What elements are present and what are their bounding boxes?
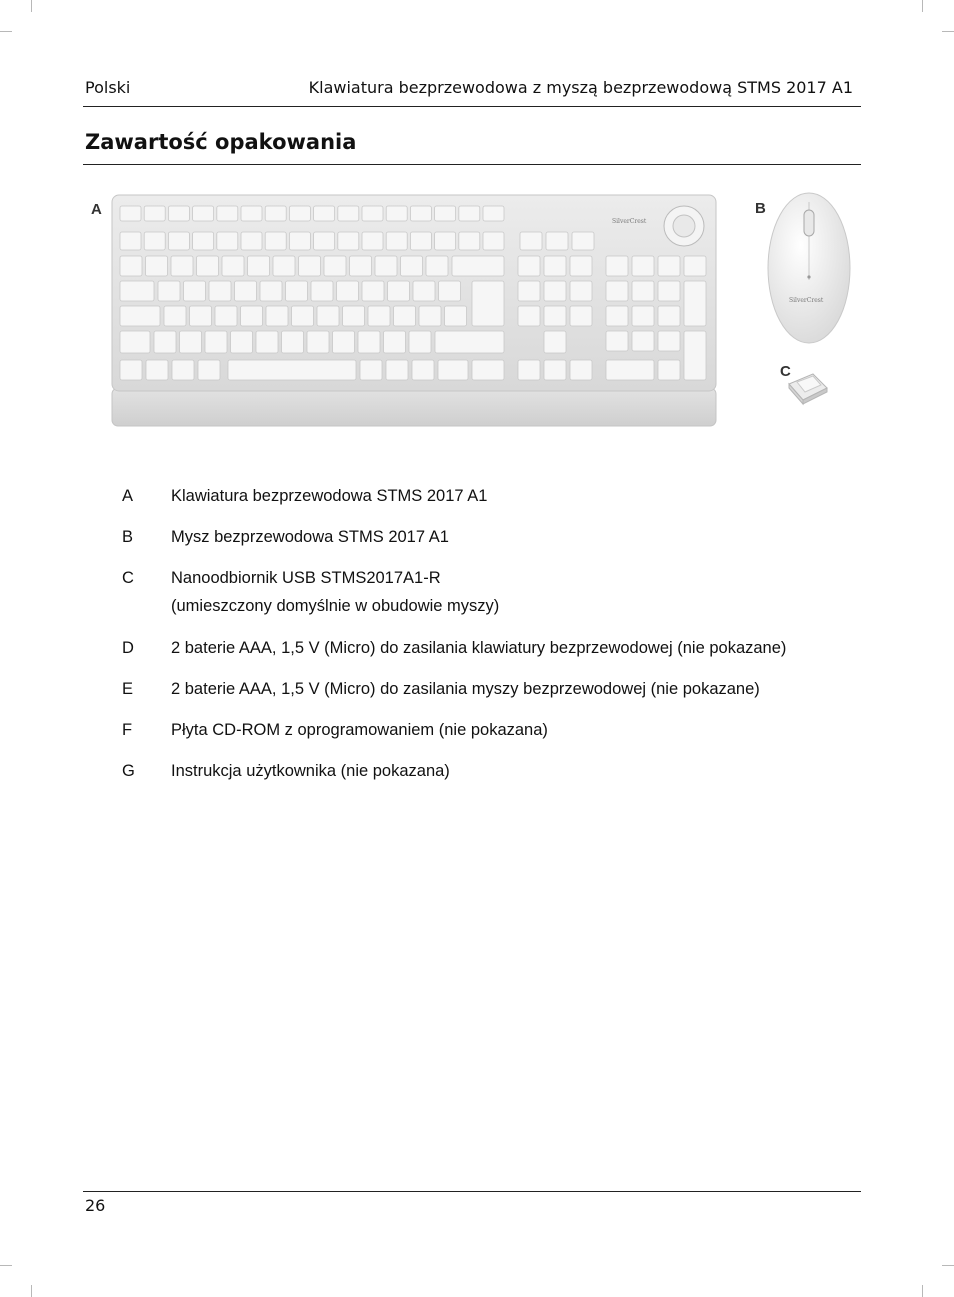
keyboard-key [632,281,654,301]
keyboard-key [419,306,441,326]
keyboard-key [546,232,568,250]
keyboard-key [394,306,416,326]
keyboard-key [684,331,706,380]
keyboard-key [146,256,168,276]
keyboard-key [120,281,154,301]
keyboard-key [343,306,365,326]
keyboard-key [338,232,359,250]
keyboard-key [445,306,467,326]
keyboard-key [158,281,180,301]
keyboard-key [606,306,628,326]
keyboard-key [426,256,448,276]
keyboard-key [518,360,540,380]
header-language: Polski [85,78,131,97]
keyboard-key [544,360,566,380]
keyboard-key [266,306,288,326]
item-text: 2 baterie AAA, 1,5 V (Micro) do zasilania myszy bezprzewodowej (nie pokazane) [171,680,760,698]
keyboard-illustration [110,192,720,432]
item-letter: G [122,762,135,780]
keyboard-key [570,306,592,326]
keyboard-key [314,232,335,250]
keyboard-key [368,306,390,326]
section-title: Zawartość opakowania [85,130,357,154]
item-letter: D [122,639,134,657]
crop-mark [942,31,954,32]
keyboard-key [572,232,594,250]
page-number: 26 [85,1196,106,1215]
keyboard-key [241,306,263,326]
keyboard-key [265,232,286,250]
keyboard-key [362,232,383,250]
keyboard-key [120,306,160,326]
keyboard-key [292,306,314,326]
keyboard-key [384,331,406,353]
keyboard-key [248,256,270,276]
keyboard-key [286,281,308,301]
keyboard-key [217,232,238,250]
keyboard-key [146,360,168,380]
keyboard-key [658,281,680,301]
crop-mark [922,1285,923,1297]
keyboard-key [606,256,628,276]
keyboard-key [483,206,504,221]
keyboard-key [217,206,238,221]
keyboard-key [518,306,540,326]
keyboard-key [144,232,165,250]
header-document-title: Klawiatura bezprzewodowa z myszą bezprzewodową STMS 2017 A1 [308,78,853,97]
item-text: Nanoodbiornik USB STMS2017A1-R [171,569,441,587]
keyboard-key [222,256,244,276]
keyboard-key [386,232,407,250]
keyboard-key [386,206,407,221]
keyboard-key [452,256,504,276]
keyboard-key [570,281,592,301]
keyboard-key [518,281,540,301]
keyboard-key [180,331,202,353]
keyboard-key [171,256,193,276]
keyboard-key [205,331,227,353]
keyboard-key [472,360,504,380]
keyboard-key [386,360,408,380]
keyboard-key [544,281,566,301]
keyboard-key [338,206,359,221]
item-text: 2 baterie AAA, 1,5 V (Micro) do zasilania klawiatury bezprzewodowej (nie pokazane) [171,639,787,657]
keyboard-key [282,331,304,353]
keyboard-key [256,331,278,353]
keyboard-key [209,281,231,301]
keyboard-key [215,306,237,326]
keyboard-key [606,281,628,301]
mouse-scroll-wheel [804,210,814,236]
keyboard-key [438,360,468,380]
keyboard-key [435,232,456,250]
crop-mark [942,1265,954,1266]
keyboard-key [570,360,592,380]
keyboard-key [684,281,706,326]
keyboard-key [410,206,431,221]
item-text-continuation: (umieszczony domyślnie w obudowie myszy) [171,597,500,615]
keyboard-key [168,232,189,250]
item-text: Instrukcja użytkownika (nie pokazana) [171,762,450,780]
mouse-brand-logo: SilverCrest [789,297,824,304]
keyboard-key [333,331,355,353]
title-divider [83,164,861,165]
keyboard-key [401,256,423,276]
keyboard-key [120,206,141,221]
keyboard-key [435,331,504,353]
crop-mark [0,31,12,32]
keyboard-key [570,256,592,276]
keyboard-key [544,256,566,276]
keyboard-key [273,256,295,276]
page-header [83,74,861,107]
keyboard-key [190,306,212,326]
keyboard-key [235,281,257,301]
keyboard-key [388,281,410,301]
keyboard-key [658,256,680,276]
keyboard-key [658,360,680,380]
keyboard-key [337,281,359,301]
keyboard-key [459,232,480,250]
keyboard-key [684,256,706,276]
keyboard-key [314,206,335,221]
keyboard-key [324,256,346,276]
keyboard-key [154,331,176,353]
keyboard-key [260,281,282,301]
figure-label-b: B [755,200,766,217]
keyboard-key [632,306,654,326]
keyboard-key [439,281,461,301]
keyboard-key [164,306,186,326]
item-text: Mysz bezprzewodowa STMS 2017 A1 [171,528,449,546]
keyboard-key [362,281,384,301]
keyboard-key [606,360,654,380]
keyboard-key [358,331,380,353]
keyboard-key [120,232,141,250]
keyboard-key [289,232,310,250]
item-text: Płyta CD-ROM z oprogramowaniem (nie pokazana) [171,721,548,739]
crop-mark [31,1285,32,1297]
item-letter: E [122,680,134,698]
keyboard-key [241,232,262,250]
keyboard-key [120,360,142,380]
keyboard-key [120,256,142,276]
keyboard-key [197,256,219,276]
item-letter: F [122,721,133,739]
keyboard-key [307,331,329,353]
item-letter: C [122,569,134,587]
keyboard-key [412,360,434,380]
keyboard-key [375,256,397,276]
keyboard-key [472,281,504,326]
keyboard-key [241,206,262,221]
figure-label-a: A [91,201,102,218]
keyboard-key [483,232,504,250]
keyboard-key [435,206,456,221]
footer-divider [83,1191,861,1192]
figure-label-c: C [780,363,791,380]
keyboard-key [544,331,566,353]
keyboard-key [520,232,542,250]
item-text: Klawiatura bezprzewodowa STMS 2017 A1 [171,487,488,505]
keyboard-key [658,331,680,351]
keyboard-key [606,331,628,351]
item-letter: A [122,487,134,505]
keyboard-key [632,331,654,351]
keyboard-key [350,256,372,276]
keyboard-key [409,331,431,353]
keyboard-key [198,360,220,380]
keyboard-key [544,306,566,326]
keyboard-key [193,232,214,250]
keyboard-key [518,256,540,276]
keyboard-key [193,206,214,221]
keyboard-key [231,331,253,353]
keyboard-key [362,206,383,221]
keyboard-key [299,256,321,276]
keyboard-key [360,360,382,380]
usb-nano-receiver-illustration [783,368,833,408]
keyboard-key [172,360,194,380]
keyboard-key [459,206,480,221]
keyboard-key [168,206,189,221]
keyboard-key [317,306,339,326]
keyboard-key [120,331,150,353]
keyboard-key [311,281,333,301]
crop-mark [31,0,32,12]
keyboard-key [228,360,356,380]
item-letter: B [122,528,134,546]
keyboard-key [144,206,165,221]
keyboard-key [658,306,680,326]
crop-mark [922,0,923,12]
keyboard-key [410,232,431,250]
keyboard-key [632,256,654,276]
keyboard-key [289,206,310,221]
mouse-illustration [764,190,854,350]
keyboard-key [265,206,286,221]
keyboard-key [413,281,435,301]
keyboard-key [184,281,206,301]
crop-mark [0,1265,12,1266]
keyboard-brand-logo: SilverCrest [612,218,647,225]
